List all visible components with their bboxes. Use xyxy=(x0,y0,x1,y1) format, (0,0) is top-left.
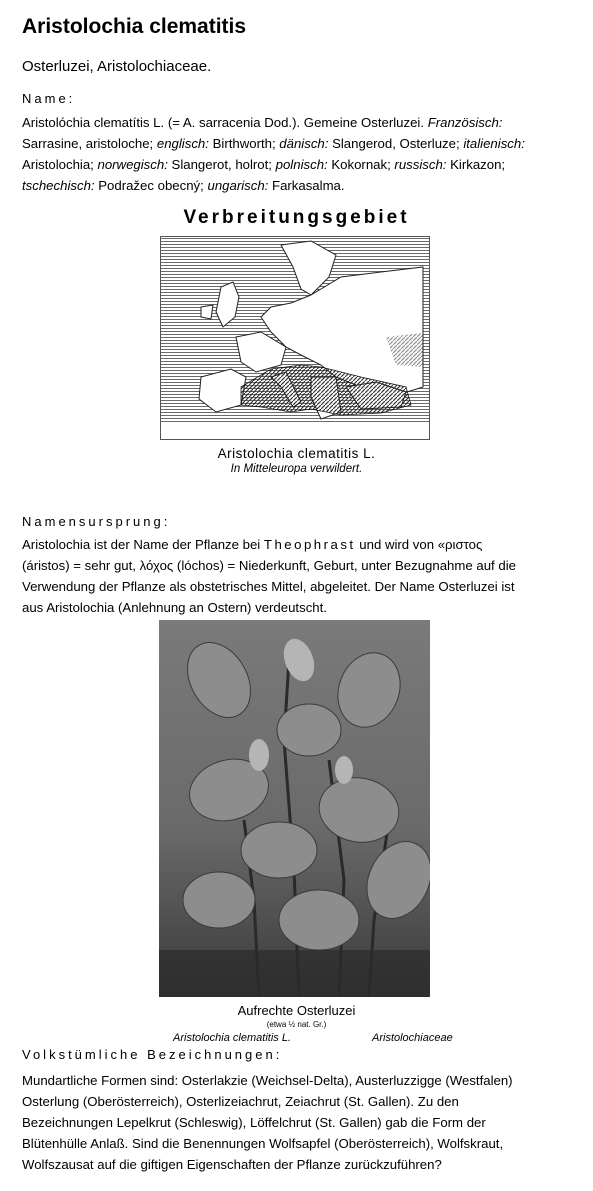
folk-heading: Volkstümliche Bezeichnungen: xyxy=(22,1047,283,1062)
folk-line: Bezeichnungen Lepelkrut (Schleswig), Löffelchrut (St. Gallen) gab die Form der xyxy=(22,1115,486,1130)
page-subtitle: Osterluzei, Aristolochiaceae. xyxy=(22,58,212,75)
language-label: ungarisch: xyxy=(207,178,269,193)
folk-line: Wolfszausat auf die giftigen Eigenschaften der Pflanze zurückzuführen? xyxy=(22,1157,442,1172)
origin-text: Aristolochia ist der Name der Pflanze bei xyxy=(22,537,264,552)
name-heading: Name: xyxy=(22,91,76,106)
name-text: Aristolochia; xyxy=(22,157,98,172)
origin-line: (áristos) = sehr gut, λόχος (lóchos) = Niederkunft, Geburt, unter Bezugnahme auf die xyxy=(22,558,516,573)
origin-text: und wird von «ριστος xyxy=(355,537,483,552)
name-text: Farkasalma. xyxy=(268,178,345,193)
language-label: tschechisch: xyxy=(22,178,95,193)
plant-photo-image xyxy=(159,620,430,997)
map-caption: Aristolochia clematitis L. xyxy=(217,446,376,461)
name-text: Slangerot, holrot; xyxy=(167,157,276,172)
origin-paragraph xyxy=(22,534,582,618)
language-label: Französisch: xyxy=(427,115,503,130)
name-text: Slangerod, Osterluze; xyxy=(328,136,464,151)
language-label: englisch: xyxy=(156,136,209,151)
distribution-map xyxy=(160,236,430,440)
origin-line xyxy=(22,534,582,555)
name-text: Aristolóchia clematítis L. (= A. sarracenia Dod.). Gemeine Osterluzei. xyxy=(22,115,428,130)
origin-line: aus Aristolochia (Anlehnung an Ostern) verdeutscht. xyxy=(22,600,327,615)
language-label: russisch: xyxy=(394,157,447,172)
map-heading: Verbreitungsgebiet xyxy=(183,207,410,228)
origin-line: Verwendung der Pflanze als obstetrisches Mittel, abgeleitet. Der Name Osterluzei ist xyxy=(22,579,515,594)
photo-caption: Aufrechte Osterluzei xyxy=(237,1003,356,1018)
name-text: Podražec obecný; xyxy=(94,178,208,193)
name-line xyxy=(22,112,582,133)
name-line xyxy=(22,133,582,154)
language-label: norwegisch: xyxy=(97,157,168,172)
language-label: polnisch: xyxy=(275,157,328,172)
folk-line: Osterlung (Oberösterreich), Osterlizeiachrut, Zeiachrut (St. Gallen). Zu den xyxy=(22,1094,459,1109)
photo-scale: (etwa ½ nat. Gr.) xyxy=(266,1020,327,1029)
name-line xyxy=(22,154,582,175)
map-subcaption: In Mitteleuropa verwildert. xyxy=(230,463,363,475)
plant-photo xyxy=(159,620,430,997)
origin-heading: Namensursprung: xyxy=(22,514,171,529)
name-text: Birthworth; xyxy=(208,136,280,151)
name-line xyxy=(22,175,582,196)
language-label: dänisch: xyxy=(279,136,329,151)
europe-map-image xyxy=(161,237,429,439)
folk-paragraph xyxy=(22,1070,587,1175)
page-title: Aristolochia clematitis xyxy=(22,15,247,38)
photo-family: Aristolochiaceae xyxy=(372,1032,453,1044)
origin-author: Theophrast xyxy=(263,537,356,552)
name-paragraph xyxy=(22,112,582,196)
photo-species: Aristolochia clematitis L. xyxy=(173,1032,291,1044)
name-text: Sarrasine, aristoloche; xyxy=(22,136,157,151)
folk-line: Blütenhülle Anlaß. Sind die Benennungen Wolfsapfel (Oberösterreich), Wolfskraut, xyxy=(22,1136,504,1151)
name-text: Kirkazon; xyxy=(446,157,506,172)
folk-line: Mundartliche Formen sind: Osterlakzie (Weichsel-Delta), Austerluzzigge (Westfalen) xyxy=(22,1073,513,1088)
name-text: Kokornak; xyxy=(327,157,395,172)
language-label: italienisch: xyxy=(463,136,525,151)
